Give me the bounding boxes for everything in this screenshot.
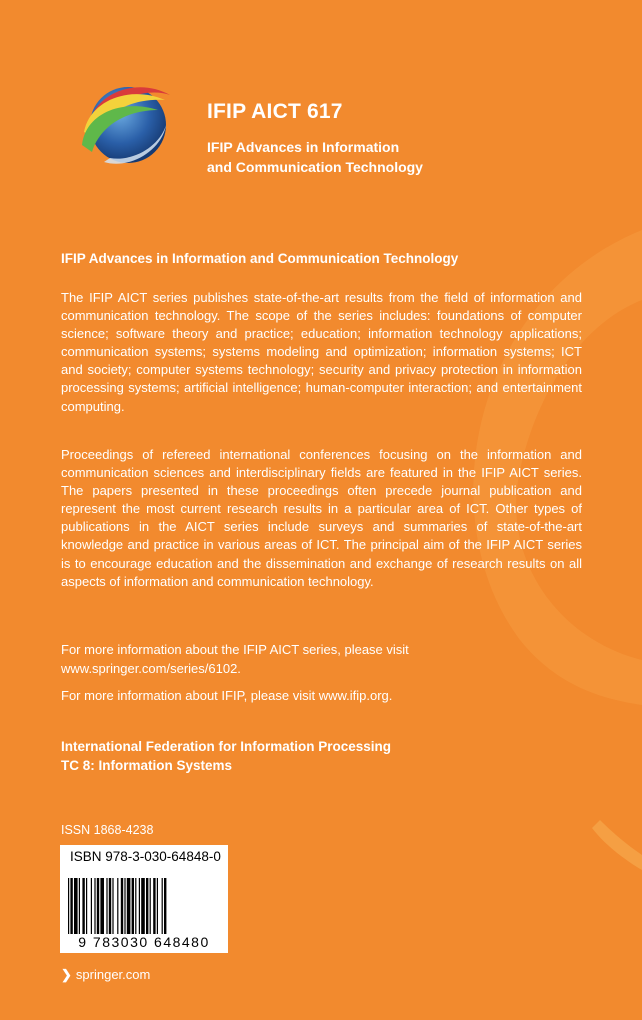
technical-committee: TC 8: Information Systems — [61, 758, 233, 773]
organization-block — [61, 737, 391, 775]
series-subtitle-line1: IFIP Advances in Information — [207, 139, 400, 155]
barcode-icon — [68, 878, 220, 934]
isbn-label: ISBN 978-3-030-64848-0 — [70, 849, 221, 864]
series-info-text: For more information about the IFIP AICT series, please visit www.springer.com/series/6102. — [61, 642, 409, 676]
publisher-link[interactable] — [61, 967, 150, 983]
series-subtitle-line2: and Communication Technology — [207, 159, 423, 175]
issn-label: ISSN 1868-4238 — [61, 823, 154, 837]
barcode-digits: 9 783030 648480 — [78, 934, 210, 950]
publisher-url: springer.com — [75, 967, 151, 982]
section-heading: IFIP Advances in Information and Communication Technology — [61, 251, 459, 266]
series-title: IFIP AICT 617 — [207, 100, 343, 123]
series-subtitle — [207, 137, 467, 177]
proceedings-paragraph: Proceedings of refereed international conferences focusing on the information and communication sciences and interdisciplinary fields are featured in the IFIP AICT series. The papers presented in these proceedings often precede journal publication and represent the most current research results in a particular area of ICT. Other types of publications in the AICT series include surveys and summaries of state-of-the-art knowledge and practice in various areas of ICT. The principal aim of the IFIP AICT series is to encourage education and the dissemination and exchange of research results on all aspects of information and communication technology. — [61, 447, 582, 589]
chevron-right-icon: ❯ — [61, 967, 72, 982]
organization-name: International Federation for Information Processing — [61, 739, 392, 754]
series-description-paragraph: The IFIP AICT series publishes state-of-the-art results from the field of information and communication technology. The scope of the series includes: foundations of computer science; software theory and practice; education; information technology applications; communication systems; systems modeling and optimization; information systems; ICT and society; computer systems technology; security and privacy protection in information processing systems; artificial intelligence; human-computer interaction; and entertainment computing. — [61, 290, 582, 414]
barcode-panel — [60, 845, 228, 953]
ifip-info-text: For more information about IFIP, please visit www.ifip.org. — [61, 688, 393, 703]
ifip-globe-logo-icon — [70, 70, 180, 180]
